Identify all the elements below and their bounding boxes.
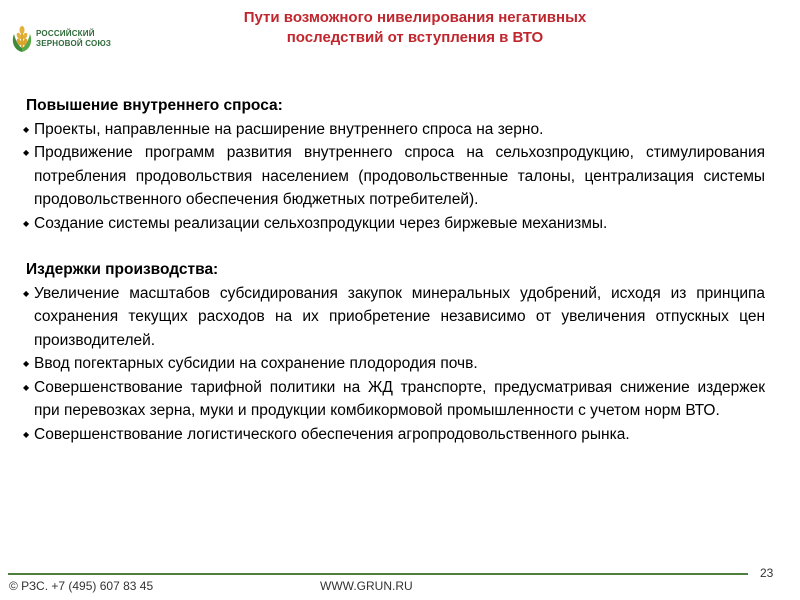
list-item-text: Совершенствование тарифной политики на ЖД транспорте, предусматривая снижение издержек при перевозках зерна, муки и продукции комбикормовой промышленности с учетом норм ВТО. <box>34 378 765 419</box>
list-item <box>23 352 765 376</box>
list-item-text: Создание системы реализации сельхозпродукции через биржевые механизмы. <box>34 214 608 232</box>
diamond-bullet-icon: ◆ <box>23 148 30 157</box>
list-item-text: Проекты, направленные на расширение внутреннего спроса на зерно. <box>34 120 544 138</box>
title-line1: Пути возможного нивелирования негативных <box>243 9 587 26</box>
logo-line2: ЗЕРНОВОЙ СОЮЗ <box>36 39 112 48</box>
list-item-text: Продвижение программ развития внутреннего спроса на сельхозпродукцию, стимулирования потребления продовольствия населением (продовольственные талоны, централизация системы продовольственного обеспечения бюджетных потребителей). <box>34 144 765 208</box>
list-item <box>23 282 765 353</box>
section-gap <box>23 235 765 258</box>
logo <box>10 22 140 56</box>
list-item <box>23 141 765 212</box>
title-line2: последствий от вступления в ВТО <box>286 29 544 46</box>
footer-contact: © РЗС. +7 (495) 607 83 45 <box>9 579 154 593</box>
diamond-bullet-icon: ◆ <box>23 124 30 134</box>
diamond-bullet-icon: ◆ <box>23 288 30 298</box>
list-item-text: Увеличение масштабов субсидирования закупок минеральных удобрений, исходя из принципа сохранения текущих расходов на их приобретение независимо от увеличения отпускных цен производителей. <box>34 284 765 349</box>
section-heading-demand: Повышение внутреннего спроса: <box>26 97 283 114</box>
wheat-logo-icon <box>10 22 34 56</box>
list-item <box>23 376 765 423</box>
diamond-bullet-icon: ◆ <box>23 429 30 439</box>
section-heading-costs: Издержки производства: <box>26 261 219 278</box>
slide-content <box>23 94 765 446</box>
footer-divider <box>8 573 748 575</box>
diamond-bullet-icon: ◆ <box>23 218 30 228</box>
logo-line1: РОССИЙСКИЙ <box>36 29 95 38</box>
list-item <box>23 423 765 447</box>
list-item-text: Ввод погектарных субсидии на сохранение плодородия почв. <box>34 355 478 372</box>
diamond-bullet-icon: ◆ <box>23 359 30 368</box>
footer-url-link[interactable]: WWW.GRUN.RU <box>320 579 413 593</box>
list-item <box>23 212 765 236</box>
list-item <box>23 118 765 142</box>
list-item-text: Совершенствование логистического обеспечения агропродовольственного рынка. <box>34 425 630 443</box>
diamond-bullet-icon: ◆ <box>23 382 30 392</box>
slide-title <box>190 8 640 48</box>
page-number: 23 <box>760 566 774 580</box>
